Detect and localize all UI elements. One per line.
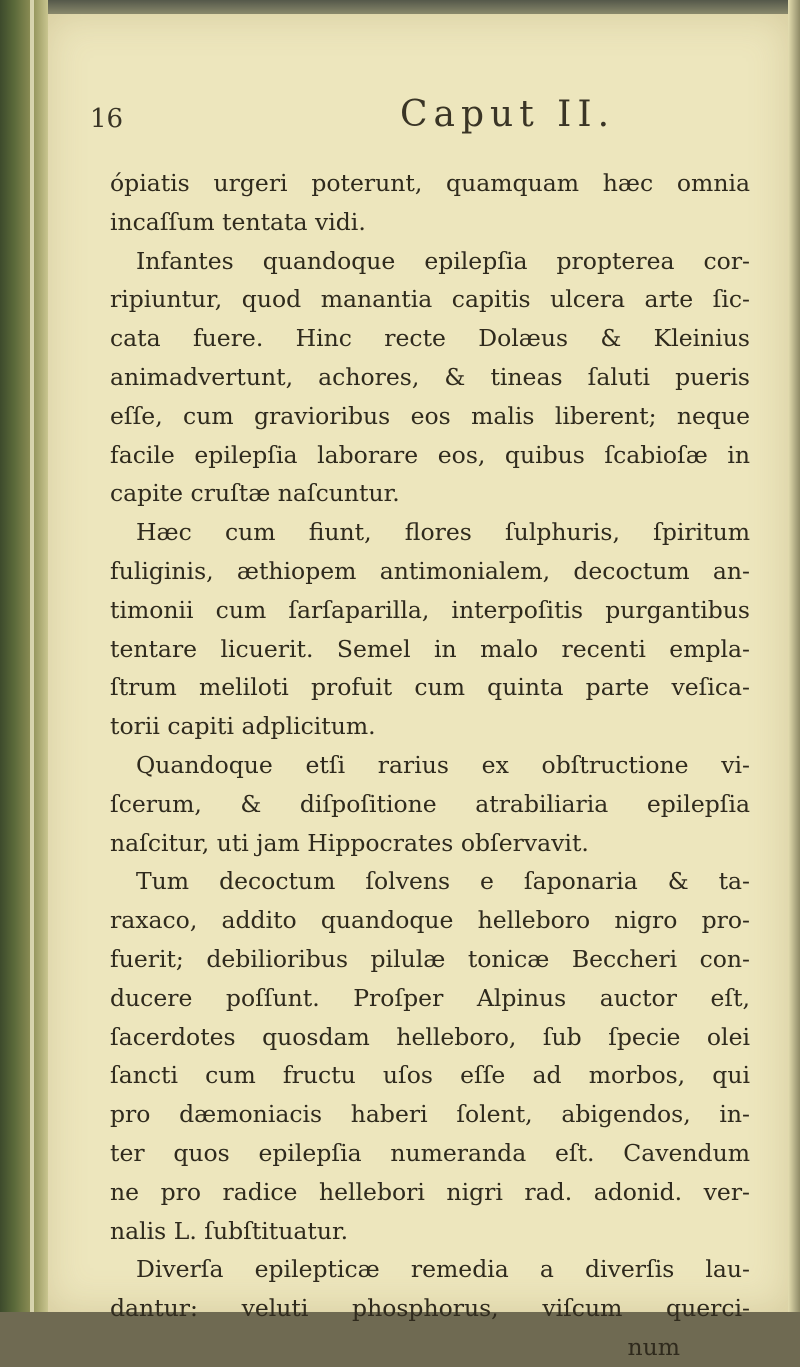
text-line: ter quos epilepſia numeranda eſt. Cavendum <box>110 1138 750 1167</box>
catchword: num <box>627 1332 680 1361</box>
text-line: torii capiti adplicitum. <box>110 712 376 741</box>
paragraph-start-line: Diverſa epilepticæ remedia a diverſis lau- <box>136 1255 750 1284</box>
text-line: ne pro radice hellebori nigri rad. adonid. ver- <box>110 1177 750 1206</box>
text-line: ſtrum meliloti profuit cum quinta parte veſica- <box>110 673 750 702</box>
text-line: timonii cum ſarſaparilla, interpoſitis purgantibus <box>110 595 750 624</box>
paragraph-start-line: Infantes quandoque epilepſia propterea cor- <box>136 246 750 275</box>
paragraph-start-line: Quandoque etſi rarius ex obſtructione vi- <box>136 750 750 779</box>
page-number: 16 <box>90 104 124 134</box>
text-line: ducere poſſunt. Proſper Alpinus auctor eſt, <box>110 983 750 1012</box>
text-line: cata fuere. Hinc recte Dolæus & Kleinius <box>110 324 750 353</box>
text-line: animadvertunt, achores, & tineas ſaluti pueris <box>110 362 750 391</box>
text-line: incaſſum tentata vidi. <box>110 207 366 236</box>
text-line: nalis L. ſubſtituatur. <box>110 1216 349 1245</box>
text-line: fuerit; debilioribus pilulæ tonicæ Beccheri con- <box>110 944 750 973</box>
text-line: eſſe, cum gravioribus eos malis liberent; neque <box>110 401 750 430</box>
book-binding <box>0 0 48 1312</box>
text-line: ſacerdotes quosdam helleboro, ſub ſpecie olei <box>110 1022 750 1051</box>
paragraph-start-line: Hæc cum fiunt, flores ſulphuris, ſpiritum <box>136 518 750 547</box>
paragraph-start-line: Tum decoctum ſolvens e ſaponaria & ta- <box>136 867 750 896</box>
text-line: pro dæmoniacis haberi ſolent, abigendos, in- <box>110 1100 750 1129</box>
running-head: Caput II. <box>400 94 616 135</box>
text-line: capite cruſtæ naſcuntur. <box>110 479 400 508</box>
page-right-edge <box>788 0 800 1312</box>
text-line: raxaco, addito quandoque helleboro nigro pro- <box>110 906 750 935</box>
text-line: ripiuntur, quod manantia capitis ulcera arte ſic- <box>110 285 750 314</box>
text-line: ópiatis urgeri poterunt, quamquam hæc omnia <box>110 169 750 197</box>
body-text <box>110 164 750 1367</box>
text-line: ſancti cum fructu uſos eſſe ad morbos, qui <box>110 1061 750 1090</box>
text-line: facile epilepſia laborare eos, quibus ſcabioſæ in <box>110 440 750 469</box>
text-line: tentare licuerit. Semel in malo recenti empla- <box>110 634 750 663</box>
text-line: dantur: veluti phosphorus, viſcum querci- <box>110 1294 750 1323</box>
text-line: fuliginis, æthiopem antimonialem, decoctum an- <box>110 556 750 585</box>
page-header <box>90 94 690 134</box>
text-line: ſcerum, & diſpoſitione atrabiliaria epilepſia <box>110 789 750 818</box>
binding-edge <box>30 0 34 1312</box>
text-line: naſcitur, uti jam Hippocrates obſervavit. <box>110 828 589 857</box>
